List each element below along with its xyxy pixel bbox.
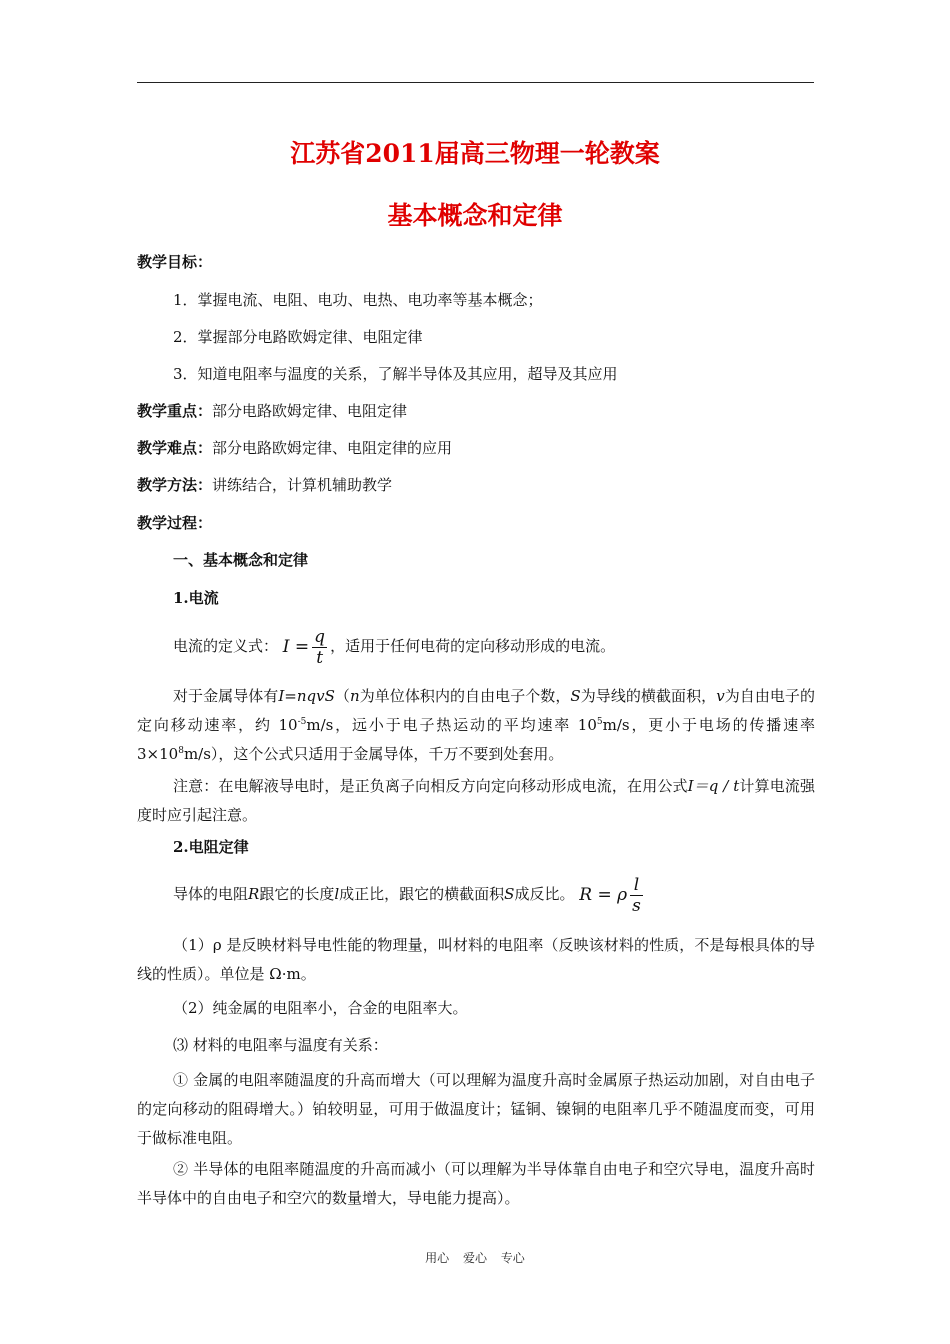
text-run: 为导线的横截面积， xyxy=(580,687,717,705)
symbol-r: R xyxy=(248,885,260,903)
resistance-formula-lhs: R = ρ xyxy=(579,885,628,905)
methods xyxy=(137,475,392,495)
section-heading: 一、基本概念和定律 xyxy=(173,551,309,569)
text-run: 注意：在电解液导电时，是正负离子向相反方向定向移动形成电流，在用公式 xyxy=(173,777,688,795)
objective-item: 2．掌握部分电路欧姆定律、电阻定律 xyxy=(173,328,423,346)
text-run: 成反比。 xyxy=(514,885,575,903)
metal-conductor-paragraph xyxy=(137,682,815,769)
process-heading: 教学过程： xyxy=(137,514,213,532)
resistance-formula-fraction xyxy=(630,875,643,916)
methods-label: 教学方法： xyxy=(137,476,213,494)
exponent: -5 xyxy=(297,717,307,727)
note-formula: I＝q / t xyxy=(687,777,740,795)
current-def-suffix: ，适用于任何电荷的定向移动形成的电流。 xyxy=(330,637,616,655)
objective-item: 1．掌握电流、电阻、电功、电热、电功率等基本概念； xyxy=(173,291,543,309)
metal-formula: I=nqvS xyxy=(278,687,335,705)
symbol-s: S xyxy=(504,885,515,903)
difficulties xyxy=(137,438,452,458)
resistivity-item-3a: ① 金属的电阻率随温度的升高而增大（可以理解为温度升高时金属原子热运动加剧，对自由电子的定向移动的阻碍增大。）铂较明显，可用于做温度计；锰铜、镍铜的电阻率几乎不随温度而变，可用于做标准电阻。 xyxy=(137,1071,815,1147)
resistance-formula-numerator: l xyxy=(630,875,643,896)
objectives-heading: 教学目标： xyxy=(137,253,213,271)
text-run: 为单位体积内的自由电子个数， xyxy=(359,687,571,705)
text-run: 跟它的长度 xyxy=(259,885,335,903)
methods-text: 讲练结合，计算机辅助教学 xyxy=(212,476,393,494)
symbol-v: v xyxy=(716,687,725,705)
text-run: 对于金属导体有 xyxy=(173,687,279,705)
key-points-text: 部分电路欧姆定律、电阻定律 xyxy=(212,402,408,420)
document-subtitle: 基本概念和定律 xyxy=(387,201,563,230)
resistance-definition xyxy=(173,874,646,918)
header-rule xyxy=(137,82,814,83)
document-title: 江苏省2011届高三物理一轮教案 xyxy=(290,139,660,168)
objective-item: 3．知道电阻率与温度的关系，了解半导体及其应用，超导及其应用 xyxy=(173,365,618,383)
resistance-heading: 2.电阻定律 xyxy=(173,838,249,856)
resistivity-item-1: （1）ρ 是反映材料导电性能的物理量，叫材料的电阻率（反映该材料的性质，不是每根具体的导线的性质）。单位是 Ω·m。 xyxy=(137,936,815,983)
resistivity-item-3b: ② 半导体的电阻率随温度的升高而减小（可以理解为半导体靠自由电子和空穴导电，温度升高时半导体中的自由电子和空穴的数量增大，导电能力提高）。 xyxy=(137,1160,815,1207)
key-points-label: 教学重点： xyxy=(137,402,213,420)
resistivity-item-2: （2）纯金属的电阻率小，合金的电阻率大。 xyxy=(173,999,468,1017)
text-run: 导体的电阻 xyxy=(173,885,249,903)
current-definition xyxy=(173,626,615,668)
text-run: m/s），这个公式只适用于金属导体，千万不要到处套用。 xyxy=(183,745,564,763)
symbol-n: n xyxy=(349,687,360,705)
current-formula-fraction xyxy=(312,627,327,668)
resistance-formula-denominator: s xyxy=(632,895,641,916)
difficulties-text: 部分电路欧姆定律、电阻定律的应用 xyxy=(212,439,453,457)
text-run: m/s，远小于电子热运动的平均速率 10 xyxy=(306,716,597,734)
key-points xyxy=(137,401,407,421)
note-paragraph xyxy=(137,772,815,830)
current-heading: 1.电流 xyxy=(173,589,219,607)
current-def-prefix: 电流的定义式： xyxy=(173,637,279,655)
text-run: （ xyxy=(334,687,350,705)
text-run: m/s，更小于电场的传播速率 3×10 xyxy=(137,716,815,763)
text-run: 为自由电子的定向移动速率，约 10 xyxy=(137,687,815,734)
page-footer: 用心 爱心 专心 xyxy=(425,1251,525,1265)
current-formula-numerator: q xyxy=(314,626,326,647)
symbol-s: S xyxy=(570,687,581,705)
current-formula-denominator: t xyxy=(316,647,324,668)
text-run: 成正比，跟它的横截面积 xyxy=(339,885,505,903)
exponent: 5 xyxy=(596,717,603,727)
text-run: 计算电流强度时应引起注意。 xyxy=(137,777,815,824)
exponent: 8 xyxy=(178,746,184,756)
difficulties-label: 教学难点： xyxy=(137,439,213,457)
symbol-l: l xyxy=(334,885,340,903)
current-formula-lhs: I = xyxy=(282,637,310,657)
resistivity-item-3: ⑶ 材料的电阻率与温度有关系： xyxy=(173,1036,388,1054)
